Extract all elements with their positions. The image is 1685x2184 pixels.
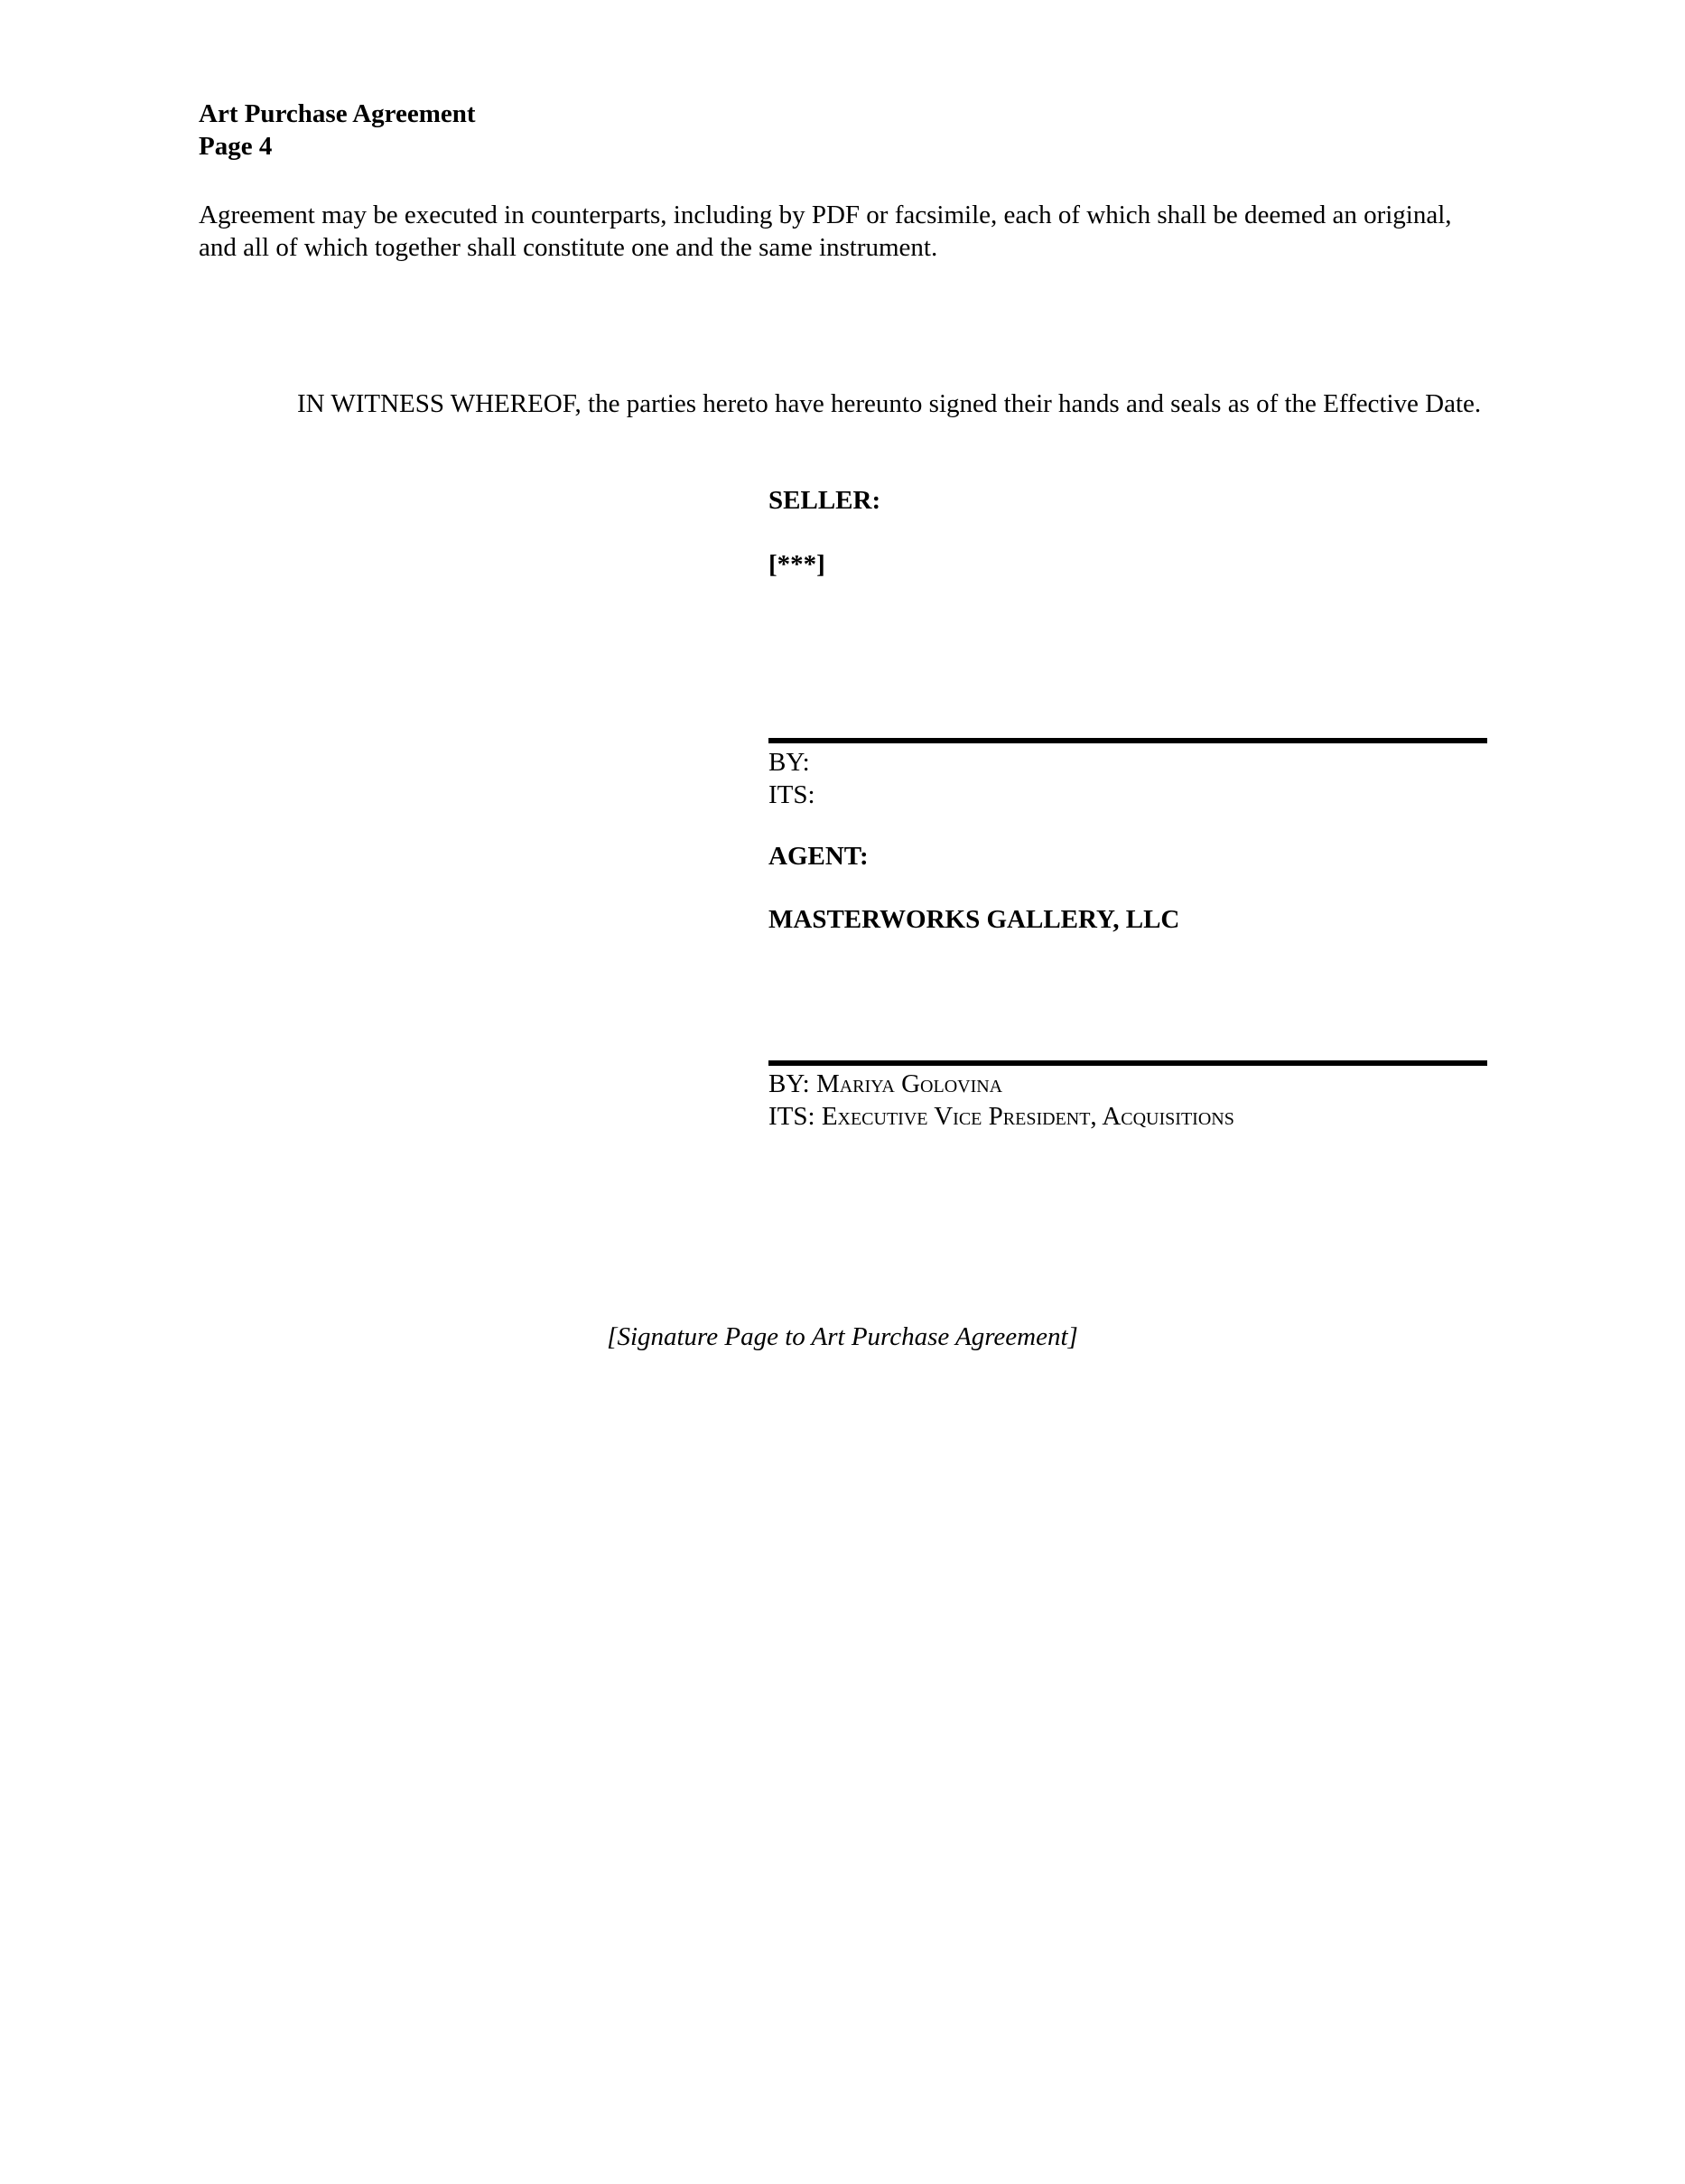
witness-paragraph: IN WITNESS WHEREOF, the parties hereto have hereunto signed their hands and seals as of the Effective Date. [297, 389, 1482, 418]
agent-signatory-title: Executive Vice President, Acquisitions [821, 1102, 1234, 1131]
counterparts-paragraph [199, 199, 1487, 264]
seller-name: [***] [768, 550, 825, 579]
agent-its-label: ITS: [768, 1102, 815, 1131]
agent-name: MASTERWORKS GALLERY, LLC [768, 905, 1180, 934]
agent-its-row [768, 1100, 1487, 1133]
agent-signatory-name: Mariya Golovina [815, 1069, 1003, 1098]
seller-signatory-block [768, 746, 1487, 811]
seller-label: SELLER: [768, 486, 881, 515]
agent-signatory-block [768, 1068, 1487, 1133]
counterparts-line-1: Agreement may be executed in counterparts, including by PDF or facsimile, each of which shall be deemed an original, [199, 201, 1452, 229]
seller-by-label: BY: [768, 748, 810, 777]
counterparts-line-2: and all of which together shall constitute one and the same instrument. [199, 233, 938, 262]
signature-page-caption: [Signature Page to Art Purchase Agreement] [607, 1322, 1078, 1351]
agent-label: AGENT: [768, 842, 869, 871]
seller-signature-line [768, 738, 1487, 743]
agent-signature-line [768, 1060, 1487, 1066]
seller-its-label: ITS: [768, 780, 815, 809]
document-title: Art Purchase Agreement [199, 99, 476, 128]
page-number: Page 4 [199, 132, 273, 161]
agent-by-row [768, 1068, 1487, 1100]
agent-by-label: BY: [768, 1069, 810, 1098]
page-header [199, 98, 476, 163]
